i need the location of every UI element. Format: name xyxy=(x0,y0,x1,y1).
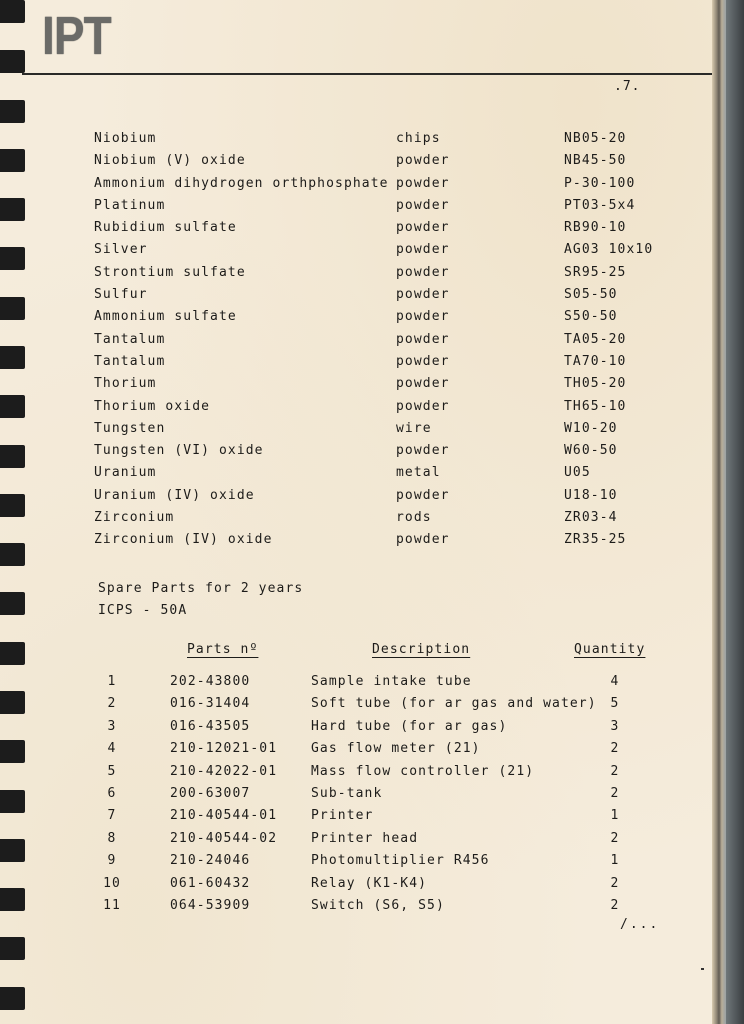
part-description: Hard tube (for ar gas) xyxy=(311,718,508,734)
part-number: 016-31404 xyxy=(170,696,251,712)
binding-ring xyxy=(0,987,25,1010)
material-row xyxy=(94,354,694,376)
binding-ring xyxy=(0,198,25,221)
material-name: Zirconium xyxy=(94,510,175,526)
part-number: 210-42022-01 xyxy=(170,763,278,779)
binding-ring xyxy=(0,691,25,714)
material-row xyxy=(94,532,694,554)
material-form: powder xyxy=(396,398,450,414)
paper-speck xyxy=(701,968,704,970)
binding-ring xyxy=(0,50,25,73)
part-number: 200-63007 xyxy=(170,785,251,801)
part-description: Sample intake tube xyxy=(311,674,472,689)
spare-parts-title: Spare Parts for 2 years xyxy=(98,581,304,596)
part-quantity: 2 xyxy=(610,875,620,891)
row-number: 9 xyxy=(107,853,117,869)
material-code: TA70-10 xyxy=(564,353,627,369)
material-name: Uranium (IV) oxide xyxy=(94,487,255,503)
material-code: P-30-100 xyxy=(564,175,636,191)
binding-ring xyxy=(0,100,25,123)
material-form: rods xyxy=(396,510,432,526)
material-row xyxy=(94,332,694,354)
part-number: 210-24046 xyxy=(170,853,251,869)
material-form: powder xyxy=(396,242,450,258)
material-name: Tantalum xyxy=(94,331,166,347)
part-description: Printer xyxy=(311,808,374,824)
material-name: Platinum xyxy=(94,197,166,213)
material-code: U18-10 xyxy=(564,487,618,503)
part-number: 202-43800 xyxy=(170,674,251,689)
material-form: powder xyxy=(396,309,450,325)
material-row xyxy=(94,198,694,220)
part-number: 210-40544-02 xyxy=(170,830,278,846)
part-quantity: 3 xyxy=(610,718,620,734)
table-header xyxy=(100,642,660,674)
material-code: AG03 10x10 xyxy=(564,242,654,258)
material-form: powder xyxy=(396,220,450,236)
material-name: Uranium xyxy=(94,465,157,481)
binder-cover-edge xyxy=(726,0,744,1024)
part-quantity: 2 xyxy=(610,763,620,779)
binding-ring xyxy=(0,149,25,172)
material-form: powder xyxy=(396,487,450,503)
table-row xyxy=(100,876,660,898)
instrument-model: ICPS - 50A xyxy=(98,603,188,618)
binding-ring xyxy=(0,740,25,763)
material-form: powder xyxy=(396,331,450,347)
material-row xyxy=(94,376,694,398)
header-description: Description xyxy=(372,642,471,657)
material-row xyxy=(94,488,694,510)
material-form: powder xyxy=(396,376,450,392)
row-number: 4 xyxy=(107,741,117,757)
material-row xyxy=(94,265,694,287)
part-description: Switch (S6, S5) xyxy=(311,897,445,913)
material-row xyxy=(94,510,694,532)
material-code: NB05-20 xyxy=(564,131,627,146)
binding-ring xyxy=(0,395,25,418)
table-row xyxy=(100,808,660,830)
binding-ring xyxy=(0,888,25,911)
table-row xyxy=(100,764,660,786)
part-number: 064-53909 xyxy=(170,897,251,913)
part-description: Soft tube (for ar gas and water) xyxy=(311,696,597,712)
material-name: Niobium xyxy=(94,131,157,146)
part-description: Mass flow controller (21) xyxy=(311,763,535,779)
material-form: powder xyxy=(396,532,450,548)
continued-marker: /... xyxy=(620,917,660,932)
material-row xyxy=(94,399,694,421)
part-number: 016-43505 xyxy=(170,718,251,734)
material-form: powder xyxy=(396,264,450,280)
material-row xyxy=(94,153,694,175)
material-form: metal xyxy=(396,465,441,481)
part-quantity: 5 xyxy=(610,696,620,712)
spare-parts-heading xyxy=(98,578,303,622)
material-form: powder xyxy=(396,153,450,169)
part-quantity: 2 xyxy=(610,897,620,913)
part-description: Photomultiplier R456 xyxy=(311,853,490,869)
binding-ring xyxy=(0,247,25,270)
row-number: 6 xyxy=(107,785,117,801)
material-code: W60-50 xyxy=(564,443,618,459)
material-row xyxy=(94,131,694,153)
binding-ring xyxy=(0,642,25,665)
material-form: powder xyxy=(396,353,450,369)
material-name: Ammonium sulfate xyxy=(94,309,237,325)
part-quantity: 2 xyxy=(610,785,620,801)
binding-ring xyxy=(0,839,25,862)
header-parts-no: Parts nº xyxy=(187,642,259,657)
row-number: 10 xyxy=(103,875,121,891)
material-row xyxy=(94,443,694,465)
row-number: 1 xyxy=(107,674,117,689)
header-divider xyxy=(22,73,716,75)
material-code: S50-50 xyxy=(564,309,618,325)
table-row xyxy=(100,786,660,808)
table-row xyxy=(100,831,660,853)
material-name: Thorium xyxy=(94,376,157,392)
material-row xyxy=(94,465,694,487)
material-name: Silver xyxy=(94,242,148,258)
material-code: PT03-5x4 xyxy=(564,197,636,213)
material-name: Ammonium dihydrogen orthphosphate xyxy=(94,175,389,191)
binding-ring xyxy=(0,346,25,369)
part-description: Relay (K1-K4) xyxy=(311,875,428,891)
material-name: Rubidium sulfate xyxy=(94,220,237,236)
binding-ring xyxy=(0,494,25,517)
table-row xyxy=(100,719,660,741)
material-name: Zirconium (IV) oxide xyxy=(94,532,273,548)
part-quantity: 1 xyxy=(610,853,620,869)
part-number: 210-12021-01 xyxy=(170,741,278,757)
material-name: Sulfur xyxy=(94,287,148,303)
material-code: NB45-50 xyxy=(564,153,627,169)
header-quantity: Quantity xyxy=(574,642,646,657)
material-code: W10-20 xyxy=(564,420,618,436)
material-name: Tantalum xyxy=(94,353,166,369)
spare-parts-table xyxy=(100,642,660,920)
part-description: Sub-tank xyxy=(311,785,383,801)
binding-ring xyxy=(0,297,25,320)
page-number: .7. xyxy=(614,79,641,94)
material-name: Niobium (V) oxide xyxy=(94,153,246,169)
table-row xyxy=(100,898,660,920)
material-form: powder xyxy=(396,197,450,213)
material-row xyxy=(94,220,694,242)
materials-list xyxy=(94,131,694,555)
part-number: 210-40544-01 xyxy=(170,808,278,824)
material-form: powder xyxy=(396,443,450,459)
material-form: powder xyxy=(396,175,450,191)
part-quantity: 4 xyxy=(610,674,620,689)
page-stack-edge xyxy=(712,0,726,1024)
row-number: 5 xyxy=(107,763,117,779)
material-code: ZR03-4 xyxy=(564,510,618,526)
row-number: 3 xyxy=(107,718,117,734)
material-code: ZR35-25 xyxy=(564,532,627,548)
material-code: TA05-20 xyxy=(564,331,627,347)
material-code: TH65-10 xyxy=(564,398,627,414)
part-description: Printer head xyxy=(311,830,419,846)
row-number: 7 xyxy=(107,808,117,824)
material-code: S05-50 xyxy=(564,287,618,303)
material-name: Tungsten xyxy=(94,420,166,436)
material-form: powder xyxy=(396,287,450,303)
table-row xyxy=(100,696,660,718)
material-row xyxy=(94,309,694,331)
binding-ring xyxy=(0,543,25,566)
material-name: Thorium oxide xyxy=(94,398,211,414)
material-form: chips xyxy=(396,131,441,146)
part-description: Gas flow meter (21) xyxy=(311,741,481,757)
material-row xyxy=(94,176,694,198)
material-row xyxy=(94,242,694,264)
material-row xyxy=(94,287,694,309)
part-quantity: 1 xyxy=(610,808,620,824)
row-number: 8 xyxy=(107,830,117,846)
row-number: 11 xyxy=(103,897,121,913)
binding-ring xyxy=(0,592,25,615)
material-name: Tungsten (VI) oxide xyxy=(94,443,264,459)
part-quantity: 2 xyxy=(610,830,620,846)
material-code: RB90-10 xyxy=(564,220,627,236)
binding-ring xyxy=(0,445,25,468)
binding-ring xyxy=(0,0,25,23)
material-code: U05 xyxy=(564,465,591,481)
binding-ring xyxy=(0,937,25,960)
material-form: wire xyxy=(396,420,432,436)
table-row xyxy=(100,674,660,696)
material-code: SR95-25 xyxy=(564,264,627,280)
row-number: 2 xyxy=(107,696,117,712)
table-row xyxy=(100,853,660,875)
table-row xyxy=(100,741,660,763)
material-code: TH05-20 xyxy=(564,376,627,392)
material-name: Strontium sulfate xyxy=(94,264,246,280)
part-quantity: 2 xyxy=(610,741,620,757)
part-number: 061-60432 xyxy=(170,875,251,891)
binding-ring xyxy=(0,790,25,813)
material-row xyxy=(94,421,694,443)
ipt-logo: IPT xyxy=(42,6,111,66)
